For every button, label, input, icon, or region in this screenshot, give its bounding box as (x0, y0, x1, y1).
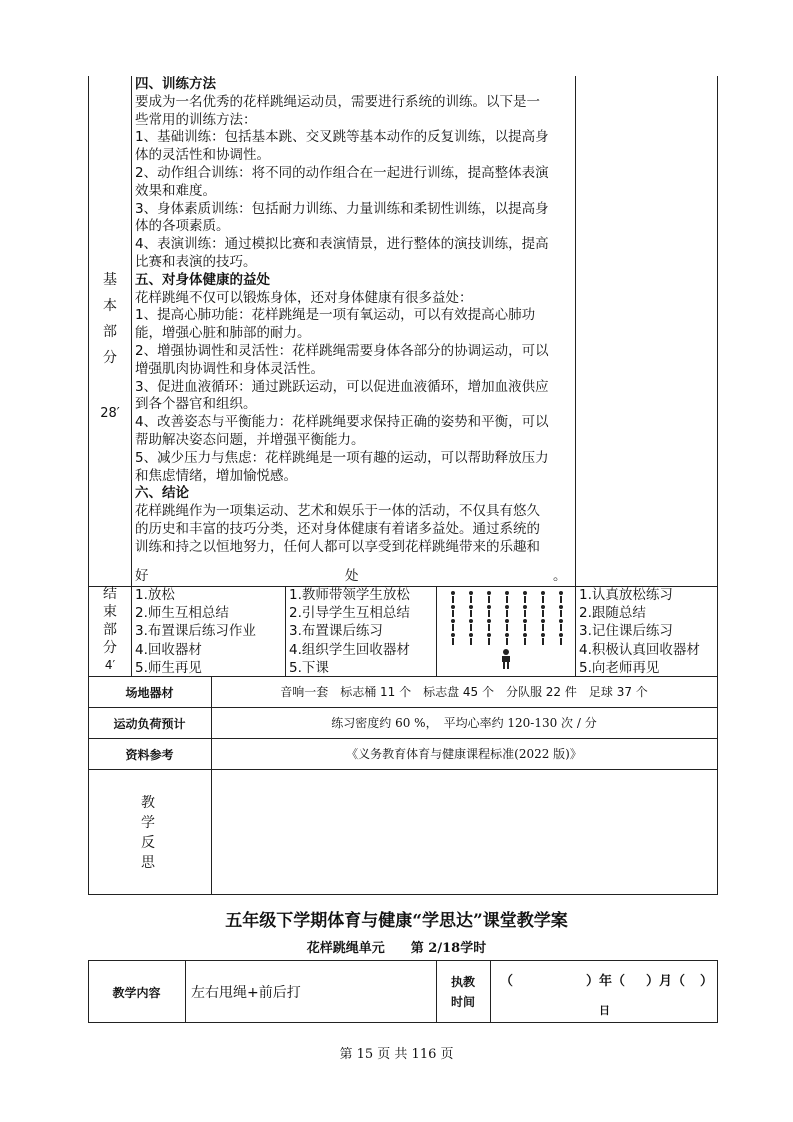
section-heading: 六、结论 (135, 485, 189, 502)
student-figure (503, 605, 510, 617)
venue-label: 场地器材 (125, 686, 174, 700)
content-line: 训练和持之以恒地努力，任何人都可以享受到花样跳绳带来的乐趣和 (135, 538, 540, 555)
row-line-ref-top (88, 738, 718, 739)
content-label: 教学内容 (112, 986, 161, 1000)
student-figure (449, 619, 456, 631)
date-close: ） (700, 974, 714, 989)
content-line: 增强肌肉协调性和身体灵活性。 (135, 360, 324, 377)
end-teacher-item: 5.下课 (289, 659, 329, 676)
student-figure (467, 619, 474, 631)
reflection-label-char: 教 (141, 795, 155, 811)
end-content-item: 2.师生互相总结 (135, 605, 229, 622)
last-line-part: 好 (135, 568, 149, 584)
content-line: 1、提高心肺功能：花样跳绳是一项有氧运动，可以有效提高心肺功 (135, 307, 536, 324)
student-figure (557, 633, 564, 645)
content-line: 的历史和丰富的技巧分类，还对身体健康有着诸多益处。通过系统的 (135, 520, 540, 537)
basic-label-char: 基 (103, 272, 117, 288)
student-figure (485, 605, 492, 617)
section-heading: 四、训练方法 (135, 76, 216, 92)
end-student-list (579, 586, 717, 677)
reflection-label-char: 学 (141, 815, 155, 831)
end-teacher-item: 3.布置课后练习 (289, 623, 383, 640)
lesson-table-col1 (185, 960, 186, 1023)
content-line: 帮助解决姿态问题，并增强平衡能力。 (135, 431, 365, 448)
table-right-border (717, 76, 718, 895)
student-figure (503, 619, 510, 631)
reflection-label-char: 思 (141, 855, 155, 871)
end-student-item: 3.记住课后练习 (579, 623, 673, 640)
end-content-item: 3.布置课后练习作业 (135, 623, 256, 640)
content-line: 能，增强心脏和肺部的耐力。 (135, 325, 311, 342)
content-line: 2、增强协调性和灵活性：花样跳绳需要身体各部分的协调运动，可以 (135, 342, 549, 359)
end-student-item: 4.积极认真回收器材 (579, 641, 700, 658)
teacher-figure (500, 649, 512, 669)
student-figure (449, 591, 456, 603)
content-line: 和焦虑情绪，增加愉悦感。 (135, 467, 297, 484)
basic-section-time: 28′ (100, 406, 120, 421)
lesson-table-top (88, 960, 718, 961)
table-bottom-border (88, 894, 718, 895)
end-section-time: 4′ (104, 658, 116, 672)
student-figure (521, 633, 528, 645)
content-line: 要成为一名优秀的花样跳绳运动员，需要进行系统的训练。以下是一 (135, 93, 540, 110)
page-footer: 第 15 页 共 116 页 (339, 1047, 454, 1062)
load-value: 练习密度约 60 %， 平均心率约 120-130 次 / 分 (331, 716, 597, 730)
basic-label-char: 本 (103, 298, 117, 314)
formation-diagram (437, 587, 575, 675)
date-month: ）月（ (646, 974, 686, 989)
student-figure (467, 605, 474, 617)
student-figure (449, 633, 456, 645)
end-content-item: 4.回收器材 (135, 641, 202, 658)
student-figure (485, 619, 492, 631)
student-figure (539, 633, 546, 645)
lesson-title: 五年级下学期体育与健康“学思达”课堂教学案 (225, 911, 568, 931)
basic-last-line (135, 568, 575, 586)
student-figure (539, 619, 546, 631)
content-value: 左右甩绳+前后打 (191, 985, 301, 1001)
student-figure (503, 591, 510, 603)
lesson-table-bottom (88, 1022, 718, 1023)
lesson-subtitle: 花样跳绳单元 第 2/18学时 (306, 941, 487, 956)
end-label-char: 部 (103, 622, 117, 638)
reference-label: 资料参考 (125, 748, 174, 762)
row-line-load-top (88, 707, 718, 708)
content-line: 体的灵活性和协调性。 (135, 147, 270, 164)
content-line: 到各个器官和组织。 (135, 396, 257, 413)
student-figure (467, 633, 474, 645)
row-line-reflect-top (88, 769, 718, 770)
student-figure (485, 591, 492, 603)
content-line: 3、促进血液循环：通过跳跃运动，可以促进血液循环，增加血液供应 (135, 378, 549, 395)
end-content-item: 5.师生再见 (135, 659, 202, 676)
content-line: 体的各项素质。 (135, 218, 230, 235)
student-figure (557, 619, 564, 631)
table-left-border (88, 76, 89, 895)
content-line: 花样跳绳不仅可以锻炼身体，还对身体健康有很多益处： (135, 289, 473, 306)
student-figure (521, 591, 528, 603)
basic-label-char: 部 (103, 324, 117, 340)
student-figure (449, 605, 456, 617)
col-divider-label (211, 676, 212, 895)
venue-value: 音响一套 标志桶 11 个 标志盘 45 个 分队服 22 件 足球 37 个 (280, 685, 648, 699)
end-teacher-list (289, 586, 435, 677)
reference-value: 《义务教育体育与健康课程标准(2022 版)》 (346, 747, 582, 761)
end-content-item: 1.放松 (135, 587, 175, 603)
content-line: 3、身体素质训练：包括耐力训练、力量训练和柔韧性训练，以提高身 (135, 200, 549, 217)
content-line: 4、表演训练：通过模拟比赛和表演情景，进行整体的演技训练，提高 (135, 236, 549, 253)
last-line-part: 。 (553, 568, 567, 584)
basic-section-content (135, 76, 575, 557)
content-line: 花样跳绳作为一项集运动、艺术和娱乐于一体的活动，不仅具有悠久 (135, 503, 540, 520)
time-label-2: 时间 (450, 995, 475, 1009)
end-student-item: 5.向老师再见 (579, 659, 660, 676)
last-line-part: 处 (345, 568, 359, 584)
content-line: 效果和难度。 (135, 182, 216, 199)
end-label-char: 束 (103, 604, 117, 620)
end-teacher-item: 4.组织学生回收器材 (289, 641, 410, 658)
time-label-1: 执教 (450, 975, 475, 989)
end-content-list (135, 586, 283, 677)
student-figure (539, 605, 546, 617)
content-line: 些常用的训练方法： (135, 111, 257, 128)
end-label-char: 分 (103, 640, 117, 656)
reflection-label-char: 反 (141, 835, 155, 851)
student-figure (557, 605, 564, 617)
section-heading: 五、对身体健康的益处 (135, 271, 270, 288)
load-label: 运动负荷预计 (113, 717, 186, 731)
end-student-item: 1.认真放松练习 (579, 587, 673, 603)
content-line: 2、动作组合训练：将不同的动作组合在一起进行训练，提高整体表演 (135, 164, 549, 181)
content-line: 5、减少压力与焦虑：花样跳绳是一项有趣的运动，可以帮助释放压力 (135, 449, 549, 466)
student-figure (503, 633, 510, 645)
student-figure (521, 605, 528, 617)
date-open: （ (500, 974, 514, 989)
content-line: 4、改善姿态与平衡能力：花样跳绳要求保持正确的姿势和平衡，可以 (135, 414, 549, 431)
student-figure (557, 591, 564, 603)
student-figure (539, 591, 546, 603)
lesson-table-col3 (490, 960, 491, 1023)
student-figure (467, 591, 474, 603)
end-teacher-item: 1.教师带领学生放松 (289, 587, 410, 603)
basic-label-char: 分 (103, 350, 117, 366)
col-divider-2 (285, 586, 286, 676)
content-line: 比赛和表演的技巧。 (135, 253, 257, 270)
content-line: 1、基础训练：包括基本跳、交叉跳等基本动作的反复训练，以提高身 (135, 129, 549, 146)
date-day: 日 (599, 1004, 610, 1017)
lesson-table-col2 (436, 960, 437, 1023)
student-figure (521, 619, 528, 631)
end-label-char: 结 (103, 586, 117, 602)
end-student-item: 2.跟随总结 (579, 605, 646, 622)
date-year: ）年（ (586, 974, 626, 989)
student-figure (485, 633, 492, 645)
end-teacher-item: 2.引导学生互相总结 (289, 605, 410, 622)
lesson-table-right (717, 960, 718, 1023)
